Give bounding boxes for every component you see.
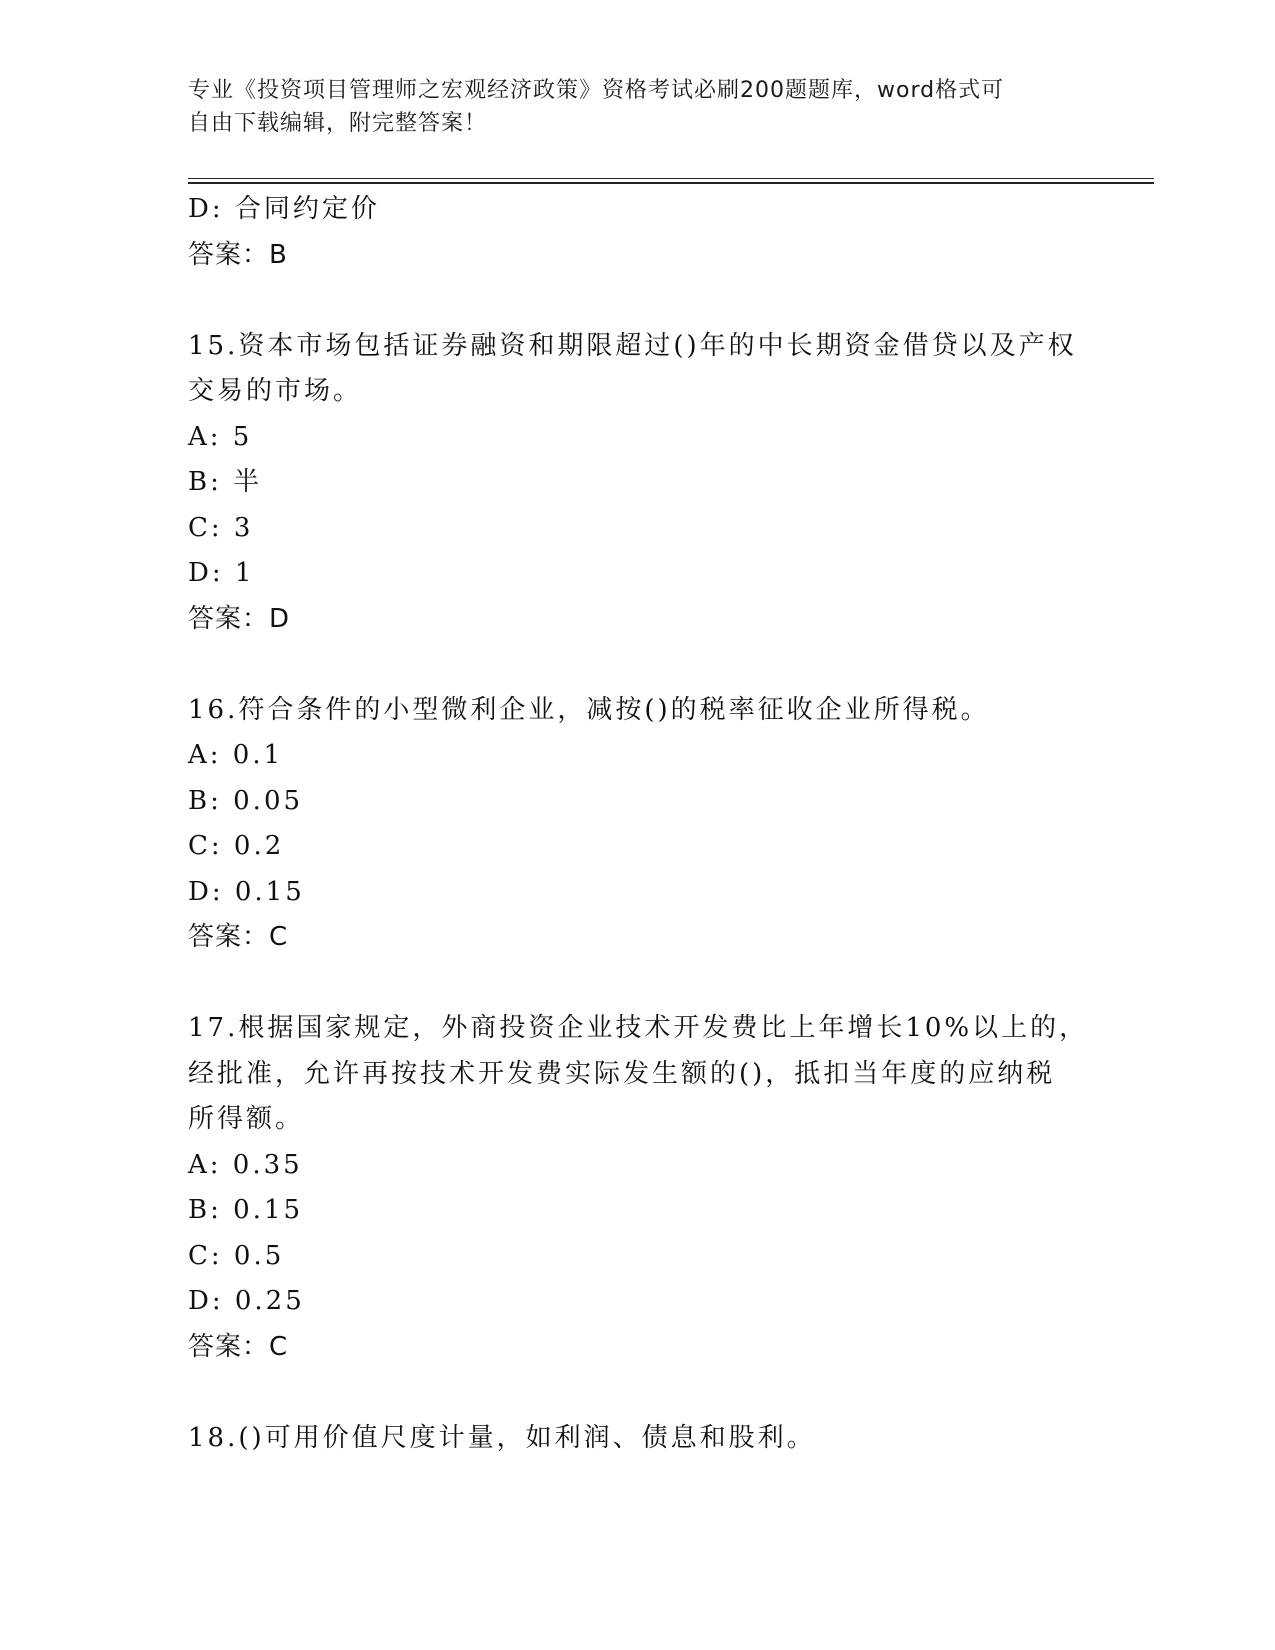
header-line-1: 专业《投资项目管理师之宏观经济政策》资格考试必刷200题题库，word格式可 <box>188 78 1005 103</box>
option-c: C: 0.5 <box>188 1240 285 1271</box>
question-list <box>188 187 1088 1461</box>
option-d: D: 1 <box>188 558 255 588</box>
question-14-tail <box>188 187 1088 278</box>
spacer <box>188 642 1088 688</box>
answer-line: 答案：D <box>188 603 291 634</box>
question-text: 18.()可用价值尺度计量，如利润、债息和股利。 <box>188 1422 816 1453</box>
question-text: 经批准，允许再按技术开发费实际发生额的()，抵扣当年度的应纳税 <box>188 1058 1056 1089</box>
question-15 <box>188 324 1088 643</box>
question-text: 16.符合条件的小型微利企业，减按()的税率征收企业所得税。 <box>188 694 990 725</box>
option-d: D: 0.15 <box>188 876 305 907</box>
option-a: A: 0.1 <box>188 740 284 770</box>
option-d: D: 合同约定价 <box>188 194 380 224</box>
question-text: 所得额。 <box>188 1104 305 1134</box>
option-b: B: 0.05 <box>188 785 304 816</box>
question-text: 交易的市场。 <box>188 376 363 406</box>
spacer <box>188 1370 1088 1416</box>
option-a: A: 5 <box>188 421 253 452</box>
page-header <box>188 74 1068 140</box>
question-18 <box>188 1416 1088 1462</box>
option-d: D: 0.25 <box>188 1286 305 1316</box>
option-a: A: 0.35 <box>188 1149 303 1180</box>
spacer <box>188 278 1088 324</box>
option-b: B: 0.15 <box>188 1195 304 1225</box>
question-text: 15.资本市场包括证券融资和期限超过()年的中长期资金借贷以及产权 <box>188 330 1077 361</box>
answer-line: 答案：C <box>188 1331 289 1362</box>
question-17 <box>188 1006 1088 1370</box>
option-c: C: 0.2 <box>188 831 285 861</box>
header-rule-thin <box>188 178 1154 179</box>
header-line-2: 自由下载编辑，附完整答案！ <box>188 111 488 136</box>
answer-line: 答案：B <box>188 239 288 270</box>
option-b: B: 半 <box>188 467 263 497</box>
answer-line: 答案：C <box>188 922 289 952</box>
question-text: 17.根据国家规定，外商投资企业技术开发费比上年增长10%以上的， <box>188 1013 1089 1043</box>
spacer <box>188 961 1088 1007</box>
option-c: C: 3 <box>188 512 254 543</box>
header-rule-thick <box>188 182 1154 184</box>
question-16 <box>188 688 1088 961</box>
